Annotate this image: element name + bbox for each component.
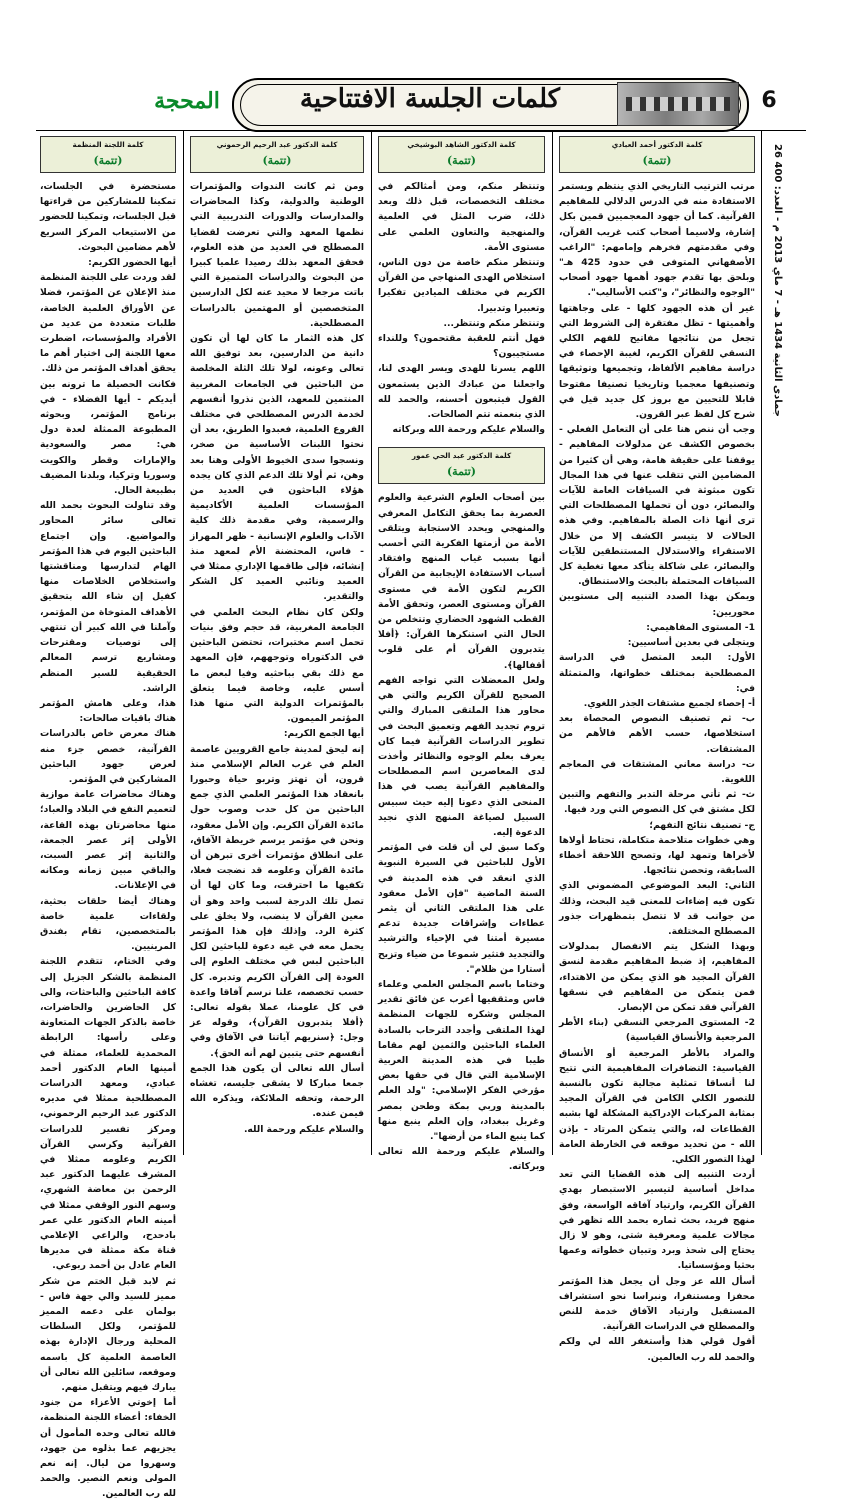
paragraph: وهي خطوات متلاحمة متكاملة، تحتاط أولاها لأخراها وتمهد لها، وتصحح اللاحقة أخطاء السابقة، وتحصن نتائجها. xyxy=(559,834,755,877)
article-text xyxy=(36,179,180,1502)
column-divider xyxy=(371,130,372,1155)
subheading: الثاني: البعد الموضوعي المضموني الذي تكون فيه إضاءات للمعنى قيد البحث، وذلك من جوانب قد لا تتصل بتمظهرات جذور المصطلح المختلفة. xyxy=(559,880,755,937)
paragraph: أردت التنبيه إلى هذه القضايا التي تعد مداخل أساسية لتيسير الاستبصار بهدي القرآن الكريم، وارتياد آفاقه الواسعة، وفق منهج فريد، بحث ثماره بحمد الله تظهر في مجالات علمية ومعرفية شتى، وهو لا زال يحتاج إلى شحذ وبرد وتبيان خطواته وعمها بحثيا ومؤسساتيا. xyxy=(559,1169,755,1272)
paragraph: وفي الختام، تتقدم اللجنة المنظمة بالشكر الجزيل إلى كافة الباحثين والباحثات، والى كل الحاضرين والحاضرات، خاصة بالذكر الجهات المتعاونة وعلى رأسها: الرابطة المحمدية للعلماء، ممثلة في أمينها العام الدكتور أحمد عبادي، ومعهد الدراسات المصطلحية ممثلا في مديره الدكتور عبد الرحيم الرحموني، ومركز تفسير للدراسات القرآنية وكرسي القرآن الكريم وعلومه ممثلا في المشرف عليهما الدكتور عبد الرحمن بن معاضة الشهري، وسهم النور الوقفي ممثلا في أمينه العام الدكتور علي عمر بادحدح، والراعي الإعلامي قناة مكة ممثلة في مديرها العام عادل بن أحمد ربوعي. xyxy=(40,956,176,1272)
list-item: ج- تصنيف نتائج التفهم؛ xyxy=(649,819,755,831)
continuation-tag: (تتمة) xyxy=(446,154,477,167)
column-divider xyxy=(183,130,184,1155)
article-author: كلمة الدكتور الشاهد البوشيخي xyxy=(407,140,516,149)
paragraph: وجب أن ننص هنا على أن التعامل الفعلي - بخصوص الكشف عن مدلولات المفاهيم - يوقفنا على حقيقة هامة، وهي أن كثيرا من المضامين التي تتقلب عنها في هذا المجال تكون مبثوثة في السياقات العامة للآيات والبصائر، دون أن تحملها المصطلحات التي ترى أنها ذات الصلة بالمفاهيم. وفي هذه الحالات لا يتيسر الكشف إلا من خلال الاستقراء والاستدلال المستنطقين للآيات والبصائر، على شاكلة يتأكد معها تغطية كل السياقات المحتملة بالبحث والاستنطاق. xyxy=(559,424,755,588)
paragraph: أقول قولي هذا وأستغفر الله لي ولكم والحمد لله رب العالمين. xyxy=(559,1336,755,1363)
paragraph: وختاما باسم المجلس العلمي وعلماء فاس ومثقفيها أعرب عن فائق تقدير المجلس وشكره للجهات المنظمة لهذا الملتقى وأجدد الترحاب بالسادة العلماء الباحثين والثمين لهم مقاما طيبا في هذه المدينة العربية الإسلامية التي قال في حقها بعض مؤرخي الفكر الإسلامي: "ولد العلم بالمدينة وربي بمكة وطحن بمصر وغربل ببغداد، وإن العلم ينبع منها كما ينبع الماء من أرضها". xyxy=(378,978,545,1142)
subheading: 2- المستوى المرجعي النسقي (بناء الأطر المرجعية والأنساق القياسية) xyxy=(559,1017,755,1044)
page-number: 6 xyxy=(761,88,777,113)
paragraph: فكانت الحصيلة ما ترونه بين أيديكم - أيها الفضلاء - في برنامج المؤتمر، وبحوثه المطبوعة الممثلة لعدة دول هي: مصر والسعودية والإمارات وقطر والكويت وسوريا وتركيا، وبلدنا المضيف بطبيعة الحال. xyxy=(40,378,176,497)
paragraph: بين أصحاب العلوم الشرعية والعلوم العصرية بما يحقق التكامل المعرفي والمنهجي ويحدد الاستجابة ويتلقى الأمة من أزمتها الفكرية التي أحسب أنها بسبب غياب المنهج وافتقاد أسباب الاستفادة الإيجابية من القرآن الكريم لتكون الأمة في مستوى القرآن ومستوى العصر، وتحقق الأمة القطب الشهود الحضاري وتتخلص من الحال التي استنكرها القرآن: ﴿أفلا يتدبرون القرآن أم على قلوب أقفالها﴾. xyxy=(378,492,545,671)
paragraph: مستحضرة في الجلسات، تمكينا للمشاركين من قراءتها قبل الجلسات، وتمكينا للحضور من الاستيعاب المركز السريع لأهم مضامين البحوث. xyxy=(40,181,176,253)
paragraph: والمراد بالأطر المرجعية أو الأنساق القياسية: التضافرات المفاهيمية التي تتيح لنا أنساقا تمثلية مجالية تكون بالنسبة للتصور الكلي الكامن في القرآن المجيد بمثابة المركبات الإدراكية المشكلة لها بشبه القطاعات له، والتي يتمكن المرتاد - بإذن الله - من تحديد موقعه في الخارطة العامة لهذا التصور الكلي. xyxy=(559,1047,755,1165)
paragraph: وتنتظر منكم خاصة من دون الناس، استخلاص الهدى المنهاجي من القرآن الكريم في مختلف الميادين تفكيرا وتعبيرا وتدبيرا. xyxy=(378,257,545,314)
article-box xyxy=(559,136,755,173)
paragraph: وكما سبق لي أن قلت في المؤتمر الأول للباحثين في السيرة النبوية الذي انعقد في هذه المدينة في السنة الماضية "فإن الأمل معقود على هذا الملتقى الثاني أن يثمر عطاءات وإشراقات جديدة تدعم مسيرة أمتنا في الإحياء والترشيد والتجديد فتثير شموعا من ضياء وتزيح أستارا من ظلام". xyxy=(378,842,545,975)
subheading: الأول: البعد المتصل في الدراسة المصطلحية بمختلف خطواتها، والمتمثلة في: xyxy=(559,652,755,694)
paragraph: كل هذه الثمار ما كان لها أن تكون دانية من الدارسين، بعد توفيق الله تعالى وعونه، لولا تلك الثلة المخلصة من الباحثين في الجامعات المغربية المنتمين للمعهد، الذين نذروا أنفسهم لخدمة الدرس المصطلحي في مختلف الفروع العلمية، فعبدوا الطريق، بعد أن نحتوا اللبنات الأساسية من صخر، ونسجوا سدى الخيوط الأولى وهنا بعد وهن، ثم أولا تلك الدعم الذي كان يجده هؤلاء الباحثون في العديد من المؤسسات العلمية الأكاديمية والرسمية، وفي مقدمة ذلك كلية الآداب والعلوم الإنسانية - ظهر المهراز - فاس، المحتضنة الأم لمعهد منذ إنشائه، فإلى طاقمها الإداري ممثلا في العميد ونائبي العميد كل الشكر والتقدير. xyxy=(190,333,364,603)
paragraph: وتنتظر منكم، ومن أمثالكم في مختلف التخصصات، قبل ذلك وبعد ذلك، ضرب المثل في العلمية والمنهجية والتعاون العلمي على مستوى الأمة. xyxy=(378,181,545,253)
article-box xyxy=(378,136,545,173)
banner-photo xyxy=(617,82,739,126)
column-organizing-committee xyxy=(36,130,180,1500)
paragraph: هذا، وعلى هامش المؤتمر هناك باقيات صالحات: xyxy=(40,697,176,725)
continuation-tag: (تتمة) xyxy=(93,154,123,167)
paragraph: ولكن كان نظام البحث العلمي في الجامعة المغربية، قد حجم وفق بنيات تحمل اسم مختبرات، تحتضن الباحثين في الدكتوراه وتوجههم، فإن المعهد مع ذلك بقي بباحثيه وفيا لبعض ما أسس عليه، وخاصة فيما يتعلق بالمؤتمرات الدولية التي منها هذا المؤتمر الميمون. xyxy=(190,606,364,725)
paragraph: أسأل الله عز وجل أن يجعل هذا المؤتمر محفزا ومستنفرا، ونبراسا نحو استشراف المستقبل وارتياد الآفاق خدمة للنص والمصطلح في الدراسات القرآنية. xyxy=(559,1275,755,1333)
article-text xyxy=(374,179,549,437)
paragraph: والسلام عليكم ورحمة الله. xyxy=(243,1123,364,1135)
paragraph: مرتب الترتيب التاريخي الذي ينتظم ويستمر الاستفادة منه في الدرس الدلالي للمفاهيم القرآنية. كما أن جهود المعجميين قمين بكل إشارة، ولاسيما أصحاب كتب غريب القرآن، وفي مقدمتهم فخرهم وإمامهم: "الراغب الأصفهاني المتوفى في حدود 425 هـ" وبلحق بها تقدم جهود أهمها جهود أصحاب "الوجوه والنظائر"، و"كتب الأساليب". xyxy=(559,181,755,299)
newspaper-logo: المحجة xyxy=(154,88,220,114)
paragraph: ويتجلى في بعدين أساسيين: xyxy=(627,637,755,649)
paragraph: ثم لابد قبل الختم من شكر مميز للسيد والي جهة فاس - بولمان على دعمه المميز للمؤتمر، ولكل السلطات المحلية ورجال الإدارة بهذه العاصمة العلمية كل باسمه وموقعه، سائلين الله تعالى أن يبارك فيهم ويتقبل منهم. xyxy=(40,1275,176,1394)
article-box xyxy=(190,136,364,173)
article-text xyxy=(186,179,368,1137)
paragraph: إنه ليحق لمدينة جامع القرويين عاصمة العلم في غرب العالم الإسلامي منذ قرون، أن تهتز وتربو حياة وحبورا بانعقاد هذا المؤتمر العلمي الذي جمع الباحثين من كل حدب وصوب حول مائدة القرآن الكريم. وإن الأمل معقود، ونحن في مؤتمر يرسم خريطة الآفاق، على انطلاق مؤتمرات أخرى تبرهن أن مائدة القرآن وعلومه قد نضجت فعلا، تكفيها ما احترقت، وما كان لها أن تصل تلك الدرجة لسبب واحد وهو أن معين القرآن لا ينضب، ولا يخلق على كثرة الرد. وإذلك فإن هذا المؤتمر يحمل معه في غيه دعوة للباحثين لكل الباحثين لبس في مختلف العلوم إلى العودة إلى القرآن الكريم وتدبره. كل حسب تخصصه، علنا نرسم آفاقا واعدة في كل علومنا، عملا بقوله تعالى: ﴿أفلا يتدبرون القرآن﴾، وقوله عز وجل: ﴿سنريهم آياتنا في الآفاق وفي أنفسهم حتى يتبين لهم أنه الحق﴾. xyxy=(190,743,364,1059)
continuation-tag: (تتمة) xyxy=(262,154,292,167)
subheading: 1- المستوى المفاهيمي: xyxy=(646,621,755,633)
continuation-tag: (تتمة) xyxy=(642,154,672,167)
paragraph: أيها الحضور الكريم: xyxy=(88,257,176,269)
column-ahmed-abbadi xyxy=(555,130,759,1363)
paragraph: أسأل الله تعالى أن يكون هذا الجمع جمعا مباركا لا يشقى جليسه، تغشاه الرحمة، وتحفه الملائكة، ويذكره الله فيمن عنده. xyxy=(190,1062,364,1120)
paragraph: ويمكن بهذا الصدد التنبيه إلى مستويين محوريين: xyxy=(559,591,755,618)
list-item: ب- ثم تصنيف النصوص المحصاة بعد استخلاصها، حسب الأهم فالأهم من المشتقات. xyxy=(559,713,755,755)
paragraph: أما إخوتي الأعزاء من جنود الخفاء: أعضاء اللجنة المنظمة، فالله تعالى وحده المأمول أن يجزيهم عما بذلوه من جهود، وسهروا من ليال. إنه نعم المولى ونعم النصير. والحمد لله رب العالمين. xyxy=(40,1397,176,1500)
list-item: ث- ثم تأتي مرحلة التدبر والتفهم والتبين لكل مشتق في كل النصوص التي ورد فيها. xyxy=(559,789,755,816)
article-author: كلمة الدكتور عبد الحي عمور xyxy=(411,451,512,461)
article-box xyxy=(378,447,545,484)
paragraph: وقد تناولت البحوث بحمد الله تعالى سائر المحاور والمواضيع. وإن اجتماع الباحثين اليوم في هذا المؤتمر الهام لتدارسها ومناقشتها واستخلاص الخلاصات منها كفيل إن شاء الله بتحقيق الأهداف المتوخاة من المؤتمر، وآملنا في الله كبير أن تنتهي إلى توصيات ومقترحات ومشاريع ترسم المعالم الحقيقية للسير المنظم الراشد. xyxy=(40,500,176,694)
paragraph: وتنتظر منكم وتنتظر... xyxy=(443,317,545,329)
column-rahmouni xyxy=(186,130,368,1155)
paragraph: وهناك أيضا حلقات بحثية، ولقاءات علمية خاصة بالمتخصصين، تقام بفندق المرينيين. xyxy=(40,895,176,953)
article-author: كلمة الدكتور عبد الرحيم الرحموني xyxy=(216,140,338,149)
article-box xyxy=(40,136,176,173)
paragraph: وهناك محاضرات عامة موازية لتعميم النفع في البلاد والعباد؛ منها محاضرتان بهذه القاعة، الأولى إثر عصر الجمعة، والثانية إثر عصر السبت، والباقي مبين زمانه ومكانه في الإعلانات. xyxy=(40,789,176,892)
paragraph: ولعل المعضلات التي تواجه الفهم الصحيح للقرآن الكريم والتي هي محاور هذا الملتقى المبارك والتي تروم تجديد الفهم وتعميق البحث في تطوير الدراسات القرآنية فيما كان يعرف بعلم الوجوه والنظائر وأخذت لدى المعاصرين اسم المصطلحات والمفاهيم القرآنية يصب في هذا المنحى الذي دعونا إليه حيث سبيس السبيل لصياغة المنهج الذي نجيد الدعوة إليه. xyxy=(378,674,545,838)
column-divider xyxy=(552,130,553,1155)
paragraph: هناك معرض خاص بالدراسات القرآنية، خصص جزء منه لعرض جهود الباحثين المشاركين في المؤتمر. xyxy=(40,728,176,785)
date-line: 26 جمادى الثانية 1434 هـ - 7 ماي 2013 م - العدد: 400 xyxy=(771,143,783,417)
article-author: كلمة اللجنة المنظمة xyxy=(72,140,144,149)
list-item: ت- دراسة معاني المشتقات في المعاجم اللغوية. xyxy=(559,758,755,785)
paragraph: لقد وردت على اللجنة المنظمة منذ الإعلان عن المؤتمر، فضلا عن الأوراق العلمية الخاصة، طلبات متعددة من عديد من الأفراد والمؤسسات، اضطرت معها اللجنة إلى اختيار أهم ما يحقق أهداف المؤتمر من ذلك. xyxy=(40,272,176,375)
paragraph: ومن ثم كانت الندوات والمؤتمرات الوطنية والدولية، وكذا المحاضرات والمدارسات والدورات التدريبية التي نظمها المعهد والتي تعرضت لقضايا المصطلح في العديد من هذه العلوم، فحقق المعهد بذلك رصيدا علميا كبيرا من البحوث والدراسات المتميزة التي باتت مرجعا لا محيد عنه لكل الدارسين المتخصصين أو المهتمين بالدراسات المصطلحية. xyxy=(190,181,364,329)
paragraph: غير أن هذه الجهود كلها - على وجاهتها وأهميتها - تظل مفتقرة إلى الشروط التي تجعل من نتائجها مفاتيح للفهم الكلي النسقي للقرآن الكريم، لغيبة الإحصاء في دراسة مفاهيم الألفاظ، وتجميعها وتوثيقها وتصنيفها معجميا وتاريخيا تصنيفا مفتوحا قابلا للتحيين مع بروز كل جديد قيل في شرح كل لفظ عبر القرون. xyxy=(559,302,755,421)
paragraph: أيها الجمع الكريم: xyxy=(283,728,364,740)
article-text xyxy=(555,179,759,1365)
paragraph: وبهذا الشكل يتم الانفصال بمدلولات المفاهيم، إذ ضبط المفاهيم مقدمة لنسق القرآن المجيد هو الذي يمكن من الاهتداء، فمن يتمكن من المفاهيم في نسقها القرآني فقد تمكن من الإبصار. xyxy=(559,941,755,1013)
paragraph: اللهم يسرنا للهدى ويسر الهدى لنا، واجعلنا من عبادك الذين يستمعون القول فيتبعون أحسنه، والحمد لله الذي بنعمته تتم الصالحات. xyxy=(378,363,545,421)
page-title: كلمات الجلسة الافتتاحية xyxy=(299,84,561,114)
continuation-tag: (تتمة) xyxy=(446,465,477,479)
column-shahid-bouchikhi xyxy=(374,130,549,1173)
article-text xyxy=(374,490,549,1174)
paragraph: فهل أنتم للعقبة مقتحمون؟ وللنداء مستجيبون؟ xyxy=(378,333,545,360)
column-divider xyxy=(761,130,762,1155)
list-item: أ- إحصاء لجميع مشتقات الجذر اللغوي. xyxy=(583,697,755,709)
article-author: كلمة الدكتور أحمد العبادي xyxy=(611,140,703,149)
paragraph: والسلام عليكم ورحمة الله وبركاته xyxy=(392,424,545,436)
paragraph: والسلام عليكم ورحمة الله تعالى وبركاته. xyxy=(378,1146,545,1173)
date-strip xyxy=(764,140,790,420)
